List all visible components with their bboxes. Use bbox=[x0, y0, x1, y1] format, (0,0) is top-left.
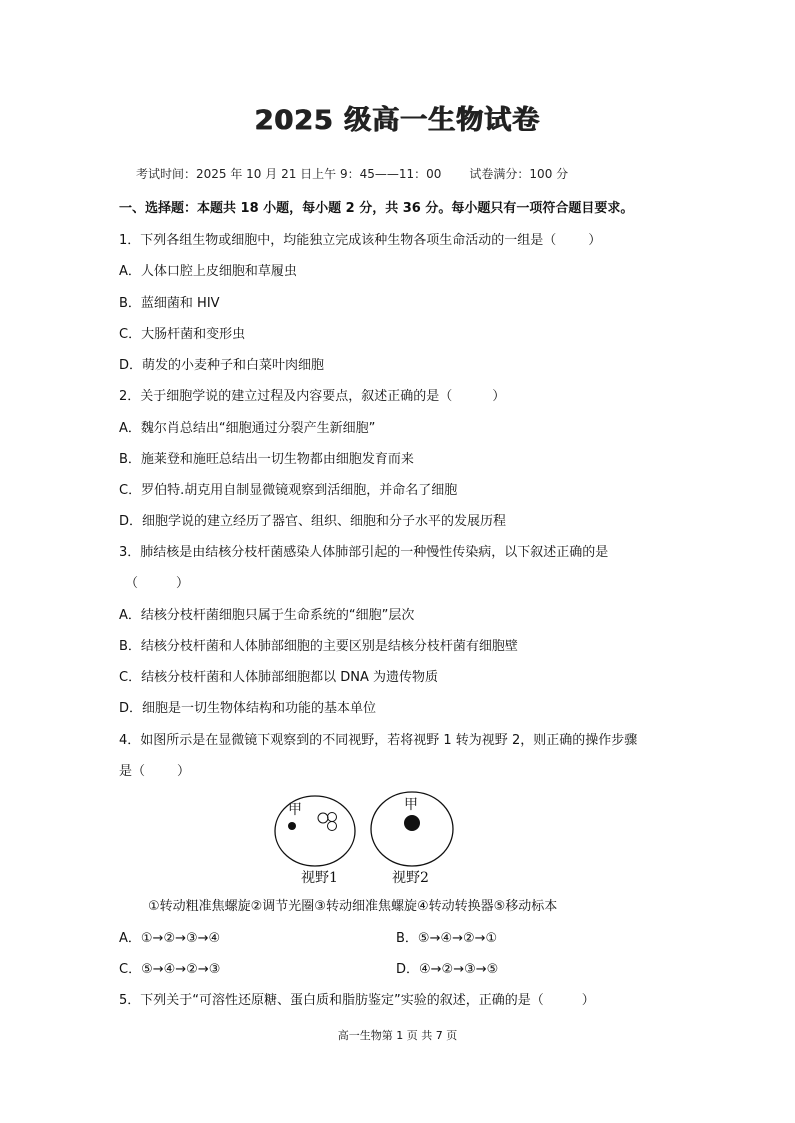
question-5-stem: 5．下列关于“可溶性还原糖、蛋白质和脂肪鉴定”实验的叙述，正确的是（ ） bbox=[119, 993, 595, 1008]
question-3-answer-paren: （ ） bbox=[125, 576, 190, 591]
field-1-dot bbox=[288, 822, 296, 830]
question-3-option-d: D．细胞是一切生物体结构和功能的基本单位 bbox=[119, 701, 377, 716]
microscope-figure bbox=[268, 786, 458, 890]
field-2-dot bbox=[404, 815, 420, 831]
question-1-option-d: D．萌发的小麦种子和白菜叶肉细胞 bbox=[119, 358, 325, 373]
field-1-caption: 视野1 bbox=[301, 870, 338, 886]
question-4-option-a: A．①→②→③→④ bbox=[119, 931, 221, 946]
page-footer: 高一生物第 1 页 共 7 页 bbox=[337, 1029, 458, 1042]
field-2-caption: 视野2 bbox=[392, 870, 429, 886]
question-1-stem: 1．下列各组生物或细胞中，均能独立完成该种生物各项生命活动的一组是（ ） bbox=[119, 233, 602, 248]
question-1-option-a: A．人体口腔上皮细胞和草履虫 bbox=[119, 264, 297, 279]
field-1-cell-2 bbox=[328, 813, 337, 822]
question-4-stem: 4．如图所示是在显微镜下观察到的不同视野，若将视野 1 转为视野 2，则正确的操作步骤 bbox=[119, 733, 638, 748]
question-4-option-d: D．④→②→③→⑤ bbox=[396, 962, 499, 977]
question-4-option-b: B．⑤→④→②→① bbox=[396, 931, 498, 946]
question-4-stem-cont: 是（ ） bbox=[119, 764, 191, 779]
field-1-label: 甲 bbox=[288, 802, 302, 818]
field-2-label: 甲 bbox=[404, 797, 418, 813]
question-2-option-d: D．细胞学说的建立经历了器官、组织、细胞和分子水平的发展历程 bbox=[119, 514, 507, 529]
exam-time: 考试时间：2025 年 10 月 21 日上午 9：45——11：00 bbox=[136, 167, 442, 181]
question-1-option-b: B．蓝细菌和 HIV bbox=[119, 296, 220, 311]
question-2-option-a: A．魏尔肖总结出“细胞通过分裂产生新细胞” bbox=[119, 421, 376, 436]
question-3-stem: 3．肺结核是由结核分枝杆菌感染人体肺部引起的一种慢性传染病，以下叙述正确的是 bbox=[119, 545, 609, 560]
field-1-cell-1 bbox=[318, 813, 328, 823]
question-2-stem: 2．关于细胞学说的建立过程及内容要点，叙述正确的是（ ） bbox=[119, 389, 506, 404]
exam-score: 试卷满分：100 分 bbox=[469, 167, 569, 181]
question-2-option-c: C．罗伯特.胡克用自制显微镜观察到活细胞，并命名了细胞 bbox=[119, 483, 458, 498]
field-1-cell-3 bbox=[328, 822, 337, 831]
question-4-option-c: C．⑤→④→②→③ bbox=[119, 962, 221, 977]
section-heading: 一、选择题：本题共 18 小题，每小题 2 分，共 36 分。每小题只有一项符合题目要求。 bbox=[119, 201, 634, 216]
field-of-view-1 bbox=[275, 796, 355, 866]
question-3-option-c: C．结核分枝杆菌和人体肺部细胞都以 DNA 为遗传物质 bbox=[119, 670, 438, 685]
question-1-option-c: C．大肠杆菌和变形虫 bbox=[119, 327, 246, 342]
page-title: 2025 级高一生物试卷 bbox=[254, 105, 541, 136]
question-4-steps: ①转动粗准焦螺旋②调节光圈③转动细准焦螺旋④转动转换器⑤移动标本 bbox=[148, 899, 558, 914]
question-3-option-b: B．结核分枝杆菌和人体肺部细胞的主要区别是结核分枝杆菌有细胞壁 bbox=[119, 639, 518, 654]
question-2-option-b: B．施莱登和施旺总结出一切生物都由细胞发育而来 bbox=[119, 452, 414, 467]
question-3-option-a: A．结核分枝杆菌细胞只属于生命系统的“细胞”层次 bbox=[119, 608, 415, 623]
exam-info bbox=[136, 165, 568, 182]
